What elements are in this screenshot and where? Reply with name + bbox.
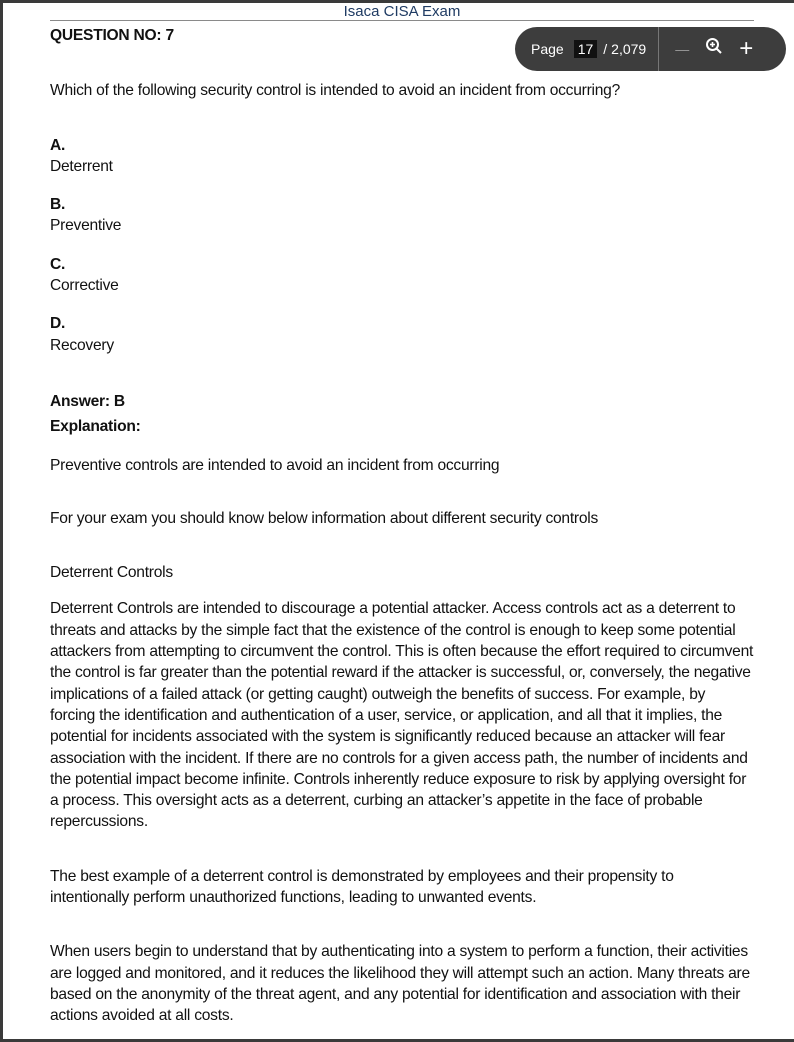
option-a-text: Deterrent xyxy=(50,157,113,175)
total-pages: 2,079 xyxy=(611,41,647,57)
header-divider xyxy=(50,20,754,21)
option-b-letter: B. xyxy=(50,196,66,214)
answer: Answer: B xyxy=(50,392,125,410)
question-text: Which of the following security control is intended to avoid an incident from occurring? xyxy=(50,82,620,100)
toolbar-divider xyxy=(658,27,659,71)
explanation-label: Explanation: xyxy=(50,418,141,436)
page-content xyxy=(50,25,754,1027)
paragraph-exam-note: For your exam you should know below information about different security controls xyxy=(50,509,599,527)
option-d-letter: D. xyxy=(50,315,66,333)
zoom-icon[interactable] xyxy=(705,37,723,61)
magnifier-icon xyxy=(705,37,723,55)
paragraph-preventive: Preventive controls are intended to avoid an incident from occurring xyxy=(50,456,500,474)
page-label: Page xyxy=(531,41,564,57)
document-header-area xyxy=(50,3,754,21)
document-header: Isaca CISA Exam xyxy=(343,3,461,20)
pdf-page xyxy=(3,3,794,1039)
zoom-in-button[interactable]: + xyxy=(739,35,754,62)
section-heading-deterrent: Deterrent Controls xyxy=(50,564,173,582)
page-number-input[interactable]: 17 xyxy=(574,40,598,58)
option-c-letter: C. xyxy=(50,255,66,273)
zoom-out-button[interactable]: — xyxy=(675,41,690,57)
page-separator: / xyxy=(603,41,608,57)
option-a-letter: A. xyxy=(50,136,66,154)
pdf-page-toolbar xyxy=(515,27,786,71)
option-b-text: Preventive xyxy=(50,217,122,235)
question-number: QUESTION NO: 7 xyxy=(50,27,174,44)
option-d-text: Recovery xyxy=(50,336,114,354)
paragraph-users: When users begin to understand that by authenticating into a system to perform a function, their activities are logged and monitored, and it reduces the likelihood they will attempt such an action. Many threats are based on the anonymity of the threat agent, and any potential for identification and association with their actions avoided at all costs. xyxy=(50,943,750,1025)
option-c-text: Corrective xyxy=(50,277,119,295)
paragraph-deterrent: Deterrent Controls are intended to discourage a potential attacker. Access controls act as a deterrent to threats and attacks by the simple fact that the existence of the control is enough to keep some potential attackers from attempting to circumvent the control. This is often because the effort required to circumvent the control is far greater than the potential reward if the attacker is successful, or, conversely, the negative implications of a failed attack (or getting caught) outweigh the benefits of success. For example, by forcing the identification and authentication of a user, service, or application, and all that it implies, the potential for incidents associated with the system is significantly reduced because an attacker will fear association with the incident. If there are no controls for a given access path, the number of incidents and the potential impact become infinite. Controls inherently reduce exposure to risk by applying oversight for a process. This oversight acts as a deterrent, curbing an attacker’s appetite in the face of probable repercussions. xyxy=(50,600,754,831)
paragraph-best-example: The best example of a deterrent control is demonstrated by employees and their propensity to intentionally perform unauthorized functions, leading to unwanted events. xyxy=(50,867,674,907)
